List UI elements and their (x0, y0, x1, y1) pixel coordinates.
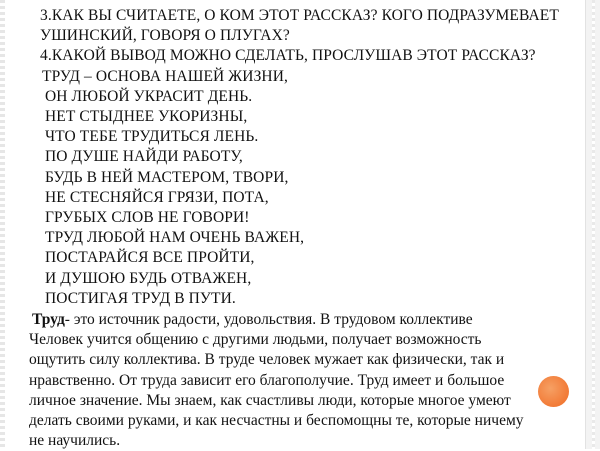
poem-line: ГРУБЫХ СЛОВ НЕ ГОВОРИ! (45, 209, 250, 227)
prose-line: Человек учится общению с другими людьми, получает возможность (29, 331, 482, 349)
prose-paragraph (29, 310, 554, 451)
poem-line: НЕТ СТЫДНЕЕ УКОРИЗНЫ, (45, 108, 248, 126)
prose-line: делать своими руками, и как несчастны и беспомощны те, которые ничему (29, 412, 524, 430)
poem-line: ПО ДУШЕ НАЙДИ РАБОТУ, (45, 148, 243, 166)
poem-line: ТРУД – ОСНОВА НАШЕЙ ЖИЗНИ, (42, 67, 288, 85)
question-3-line-2: УШИНСКИЙ, ГОВОРЯ О ПЛУГАХ? (40, 27, 290, 45)
poem-line: И ДУШОЮ БУДЬ ОТВАЖЕН, (45, 269, 252, 287)
poem-line: НЕ СТЕСНЯЙСЯ ГРЯЗИ, ПОТА, (45, 188, 269, 206)
poem-line: ТРУД ЛЮБОЙ НАМ ОЧЕНЬ ВАЖЕН, (45, 229, 305, 247)
prose-line: личное значение. Мы знаем, как счастливы люди, которые многое умеют (29, 391, 511, 409)
prose-term: Труд (32, 311, 65, 328)
prose-line: не научились. (29, 432, 121, 450)
slide-questions-and-poem (32, 6, 562, 309)
left-frame-border (0, 0, 5, 449)
prose-line: ощутить силу коллектива. В труде человек мужает как физически, так и (29, 351, 505, 369)
prose-line: нравственно. От труда зависит его благополучие. Труд имеет и большое (29, 371, 505, 389)
prose-first-line (29, 310, 554, 330)
prose-first-line-rest: - это источник радости, удовольствия. В трудовом коллективе (64, 311, 473, 328)
poem-line: ЧТО ТЕБЕ ТРУДИТЬСЯ ЛЕНЬ. (45, 128, 259, 146)
poem-line: ПОСТАРАЙСЯ ВСЕ ПРОЙТИ, (45, 249, 255, 267)
poem-line: ПОСТИГАЯ ТРУД В ПУТИ. (45, 289, 236, 307)
question-4: 4.КАКОЙ ВЫВОД МОЖНО СДЕЛАТЬ, ПРОСЛУШАВ ЭТОТ РАССКАЗ? (40, 47, 536, 65)
question-3-line-1: 3.КАК ВЫ СЧИТАЕТЕ, О КОМ ЭТОТ РАССКАЗ? КОГО ПОДРАЗУМЕВАЕТ (40, 7, 559, 24)
poem-line: ОН ЛЮБОЙ УКРАСИТ ДЕНЬ. (45, 87, 253, 105)
right-frame-stripe (592, 0, 595, 449)
poem-line: БУДЬ В НЕЙ МАСТЕРОМ, ТВОРИ, (45, 168, 289, 186)
